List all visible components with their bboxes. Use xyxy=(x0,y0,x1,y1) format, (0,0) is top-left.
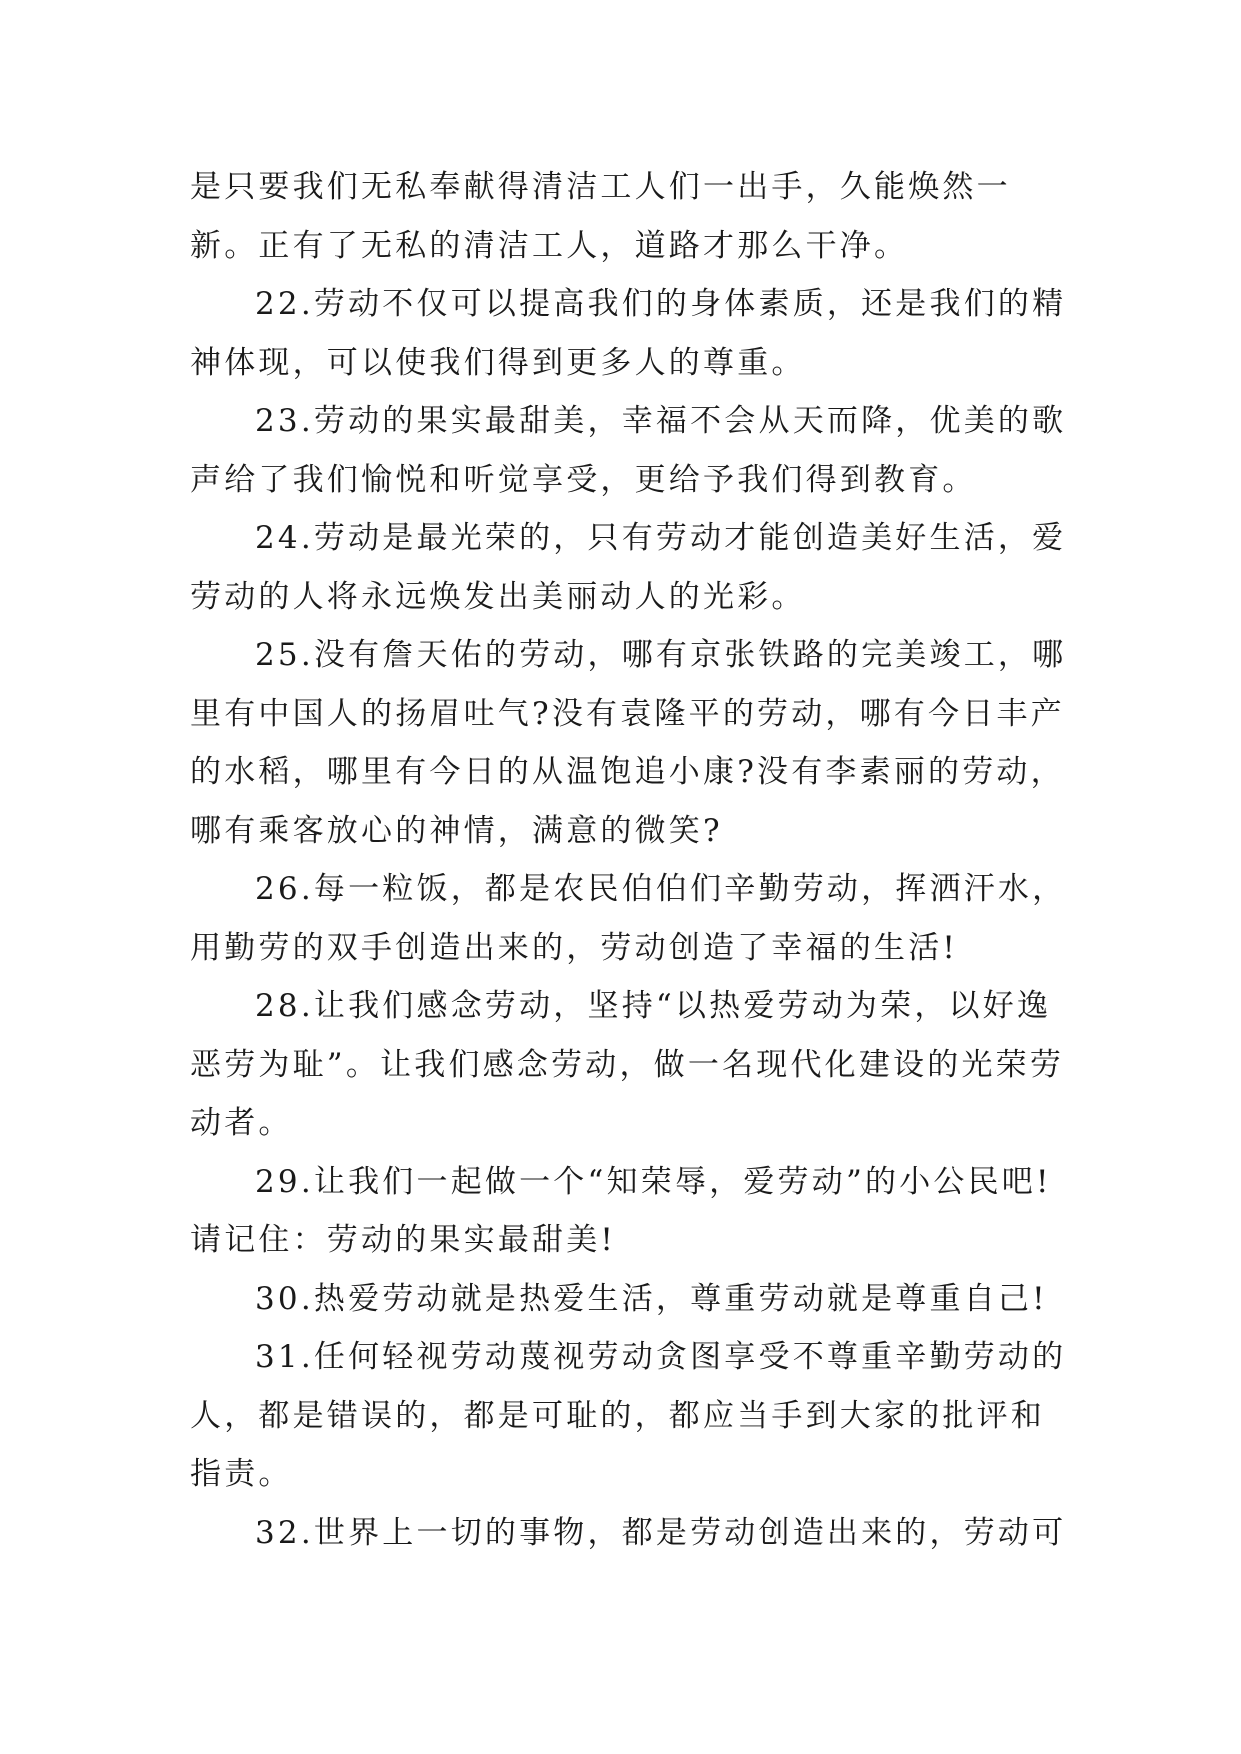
paragraph-item-28: 28.让我们感念劳动，坚持“以热爱劳动为荣，以好逸恶劳为耻”。让我们感念劳动，做一名现代化建设的光荣劳动者。 xyxy=(190,988,1065,1141)
paragraph-item-32: 32.世界上一切的事物，都是劳动创造出来的，劳动可 xyxy=(255,1514,1067,1551)
paragraph-item-29: 29.让我们一起做一个“知荣辱，爱劳动”的小公民吧!请记住：劳动的果实最甜美! xyxy=(190,1163,1052,1258)
paragraph-item-23: 23.劳动的果实最甜美，幸福不会从天而降，优美的歌声给了我们愉悦和听觉享受，更给予我们得到教育。 xyxy=(190,403,1067,498)
paragraph-continuation: 是只要我们无私奉献得清洁工人们一出手，久能焕然一新。正有了无私的清洁工人，道路才那么干净。 xyxy=(190,169,1011,264)
paragraph-item-31: 31.任何轻视劳动蔑视劳动贪图享受不尊重辛勤劳动的人，都是错误的，都是可耻的，都应当手到大家的批评和指责。 xyxy=(190,1339,1067,1492)
document-body xyxy=(190,158,1070,1562)
paragraph-item-25: 25.没有詹天佑的劳动，哪有京张铁路的完美竣工，哪里有中国人的扬眉吐气?没有袁隆平的劳动，哪有今日丰产的水稻，哪里有今日的从温饱追小康?没有李素丽的劳动，哪有乘客放心的神情，满意的微笑? xyxy=(190,637,1067,849)
paragraph-item-26: 26.每一粒饭，都是农民伯伯们辛勤劳动，挥洒汗水，用勤劳的双手创造出来的，劳动创造了幸福的生活! xyxy=(190,871,1067,966)
paragraph-item-24: 24.劳动是最光荣的，只有劳动才能创造美好生活，爱劳动的人将永远焕发出美丽动人的光彩。 xyxy=(190,520,1067,615)
paragraph-item-22: 22.劳动不仅可以提高我们的身体素质，还是我们的精神体现，可以使我们得到更多人的尊重。 xyxy=(190,286,1067,381)
paragraph-item-30: 30.热爱劳动就是热爱生活，尊重劳动就是尊重自己! xyxy=(255,1280,1048,1317)
